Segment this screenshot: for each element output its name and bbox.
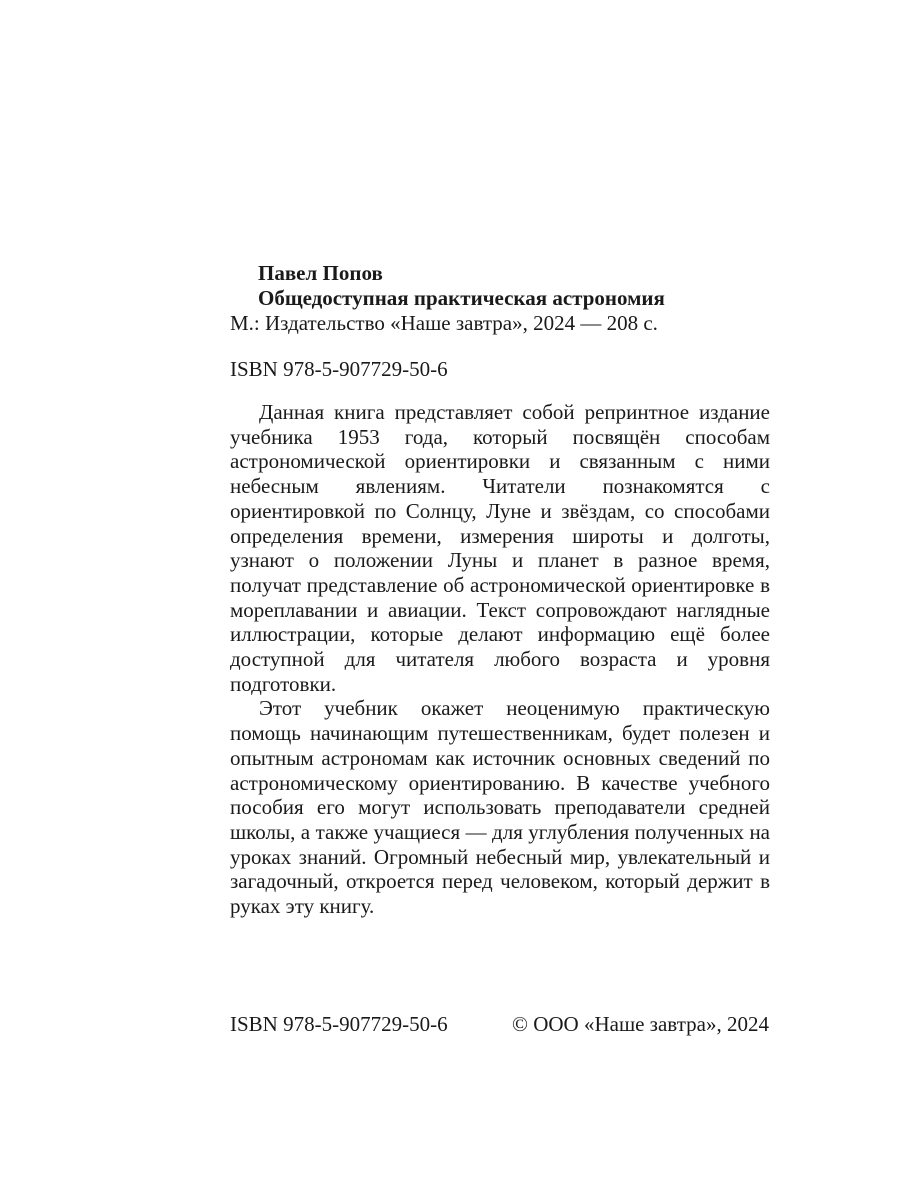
footer-isbn: ISBN 978-5-907729-50-6 bbox=[230, 1012, 448, 1036]
footer-copyright: © ООО «Наше завтра», 2024 bbox=[512, 1012, 769, 1036]
abstract-paragraph-2: Этот учебник окажет неоценимую практическую помощь начинающим путешественникам, будет полезен и опытным астрономам как источник основных сведений по астрономическому ориентированию. В качестве учебного пособия его могут использовать преподаватели средней школы, а также учащиеся — для углубления полученных на уроках знаний. Огромный небесный мир, увлекательный и загадочный, откроется перед человеком, который держит в руках эту книгу. bbox=[230, 696, 770, 919]
abstract bbox=[230, 400, 770, 919]
book-title: Общедоступная практическая астрономия bbox=[258, 286, 665, 310]
abstract-paragraph-1: Данная книга представляет собой репринтное издание учебника 1953 года, который посвящён способам астрономической ориентировки и связанным с ними небесным явлениям. Читатели познакомятся с ориентировкой по Солнцу, Луне и звёздам, со способами определения времени, измерения широты и долготы, узнают о положении Луны и планет в разное время, получат представление об астрономической ориентировке в мореплавании и авиации. Текст сопровождают наглядные иллюстрации, которые делают информацию ещё более доступной для читателя любого возраста и уровня подготовки. bbox=[230, 400, 770, 696]
author-name: Павел Попов bbox=[258, 261, 383, 285]
imprint-line: М.: Издательство «Наше завтра», 2024 — 208 с. bbox=[230, 311, 658, 335]
isbn: ISBN 978-5-907729-50-6 bbox=[230, 357, 448, 381]
